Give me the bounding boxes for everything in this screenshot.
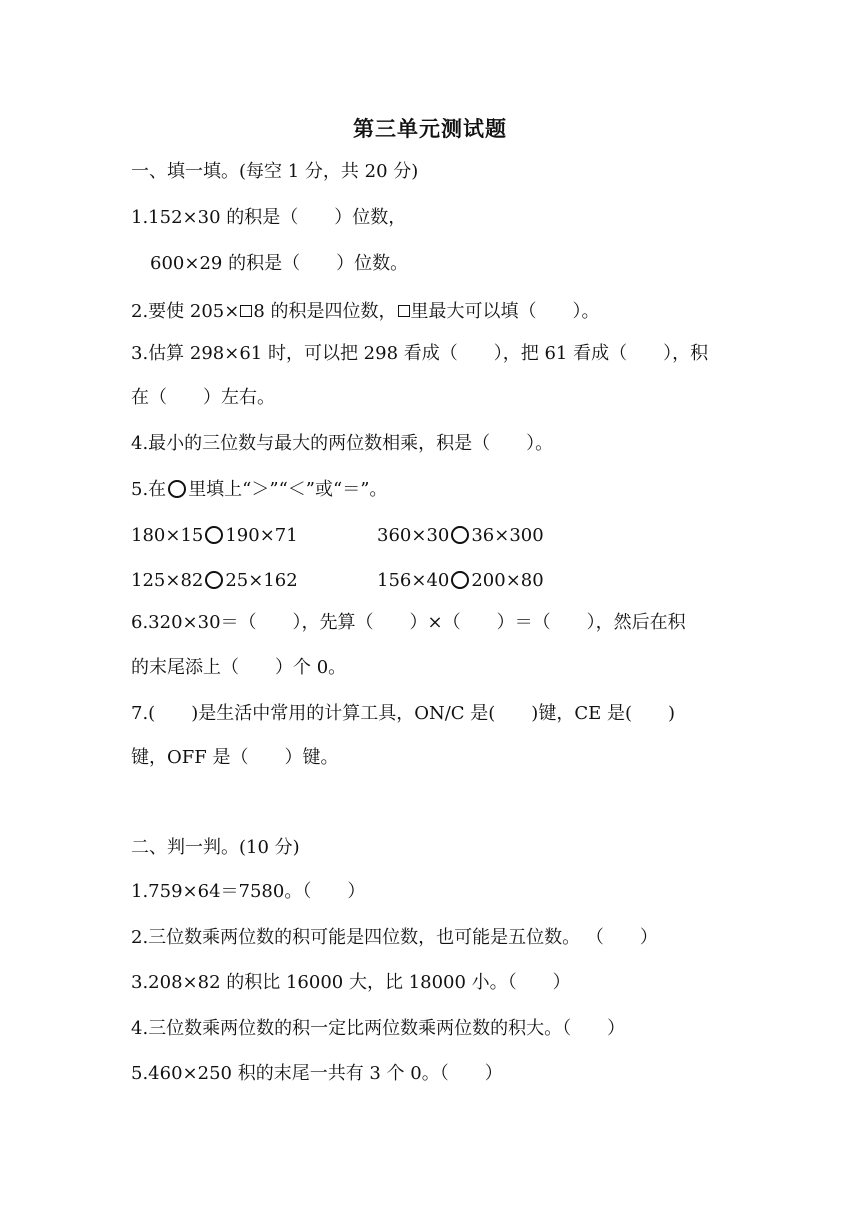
blank-box-icon <box>398 305 410 317</box>
page-title: 第三单元测试题 <box>353 116 507 141</box>
question-2-mid: 8 的积是四位数， <box>253 301 397 322</box>
question-1a: 1.152×30 的积是（ ）位数， <box>131 207 407 228</box>
question-6a: 6.320×30＝（ ），先算（ ）×（ ）＝（ ），然后在积 <box>131 612 686 633</box>
compare-left: 180×15 <box>131 525 204 546</box>
judge-item: 2.三位数乘两位数的积可能是四位数，也可能是五位数。 （ ） <box>131 927 658 948</box>
compare-circle-icon <box>168 480 186 498</box>
question-4: 4.最小的三位数与最大的两位数相乘，积是（ ）。 <box>131 433 554 454</box>
question-2 <box>131 300 600 324</box>
question-7a: 7.( )是生活中常用的计算工具，ON/C 是( )键，CE 是( ) <box>131 703 676 724</box>
question-6b: 的末尾添上（ ）个 0。 <box>131 657 347 678</box>
judge-item: 1.759×64＝7580。（ ） <box>131 881 366 902</box>
compare-item-2 <box>377 524 544 548</box>
compare-circle-icon <box>451 571 469 589</box>
compare-right: 25×162 <box>225 570 298 591</box>
judge-item: 5.460×250 积的末尾一共有 3 个 0。（ ） <box>131 1063 503 1084</box>
question-2-post: 里最大可以填（ ）。 <box>410 301 600 322</box>
question-7b: 键，OFF 是（ ）键。 <box>131 747 339 768</box>
section2-heading: 二、判一判。(10 分) <box>131 837 300 858</box>
compare-item-3 <box>131 569 298 593</box>
judge-item: 3.208×82 的积比 16000 大，比 18000 小。（ ） <box>131 972 571 993</box>
compare-left: 125×82 <box>131 570 204 591</box>
compare-item-4 <box>377 569 544 593</box>
compare-right: 190×71 <box>225 525 298 546</box>
blank-box-icon <box>240 305 252 317</box>
question-2-pre: 2.要使 205× <box>131 301 240 322</box>
question-3b: 在（ ）左右。 <box>131 387 275 408</box>
compare-left: 156×40 <box>377 570 450 591</box>
section1-heading: 一、填一填。(每空 1 分，共 20 分) <box>131 161 419 182</box>
compare-left: 360×30 <box>377 525 450 546</box>
compare-right: 200×80 <box>471 570 544 591</box>
compare-right: 36×300 <box>471 525 544 546</box>
compare-item-1 <box>131 524 298 548</box>
question-5-pre: 5.在 <box>131 479 167 500</box>
question-1b: 600×29 的积是（ ）位数。 <box>150 253 409 274</box>
judge-item: 4.三位数乘两位数的积一定比两位数乘两位数的积大。（ ） <box>131 1018 626 1039</box>
compare-circle-icon <box>451 526 469 544</box>
compare-circle-icon <box>205 571 223 589</box>
compare-circle-icon <box>205 526 223 544</box>
question-5 <box>131 478 387 502</box>
question-3a: 3.估算 298×61 时，可以把 298 看成（ ），把 61 看成（ ），积 <box>131 343 709 364</box>
question-5-post: 里填上“＞”“＜”或“＝”。 <box>188 479 388 500</box>
